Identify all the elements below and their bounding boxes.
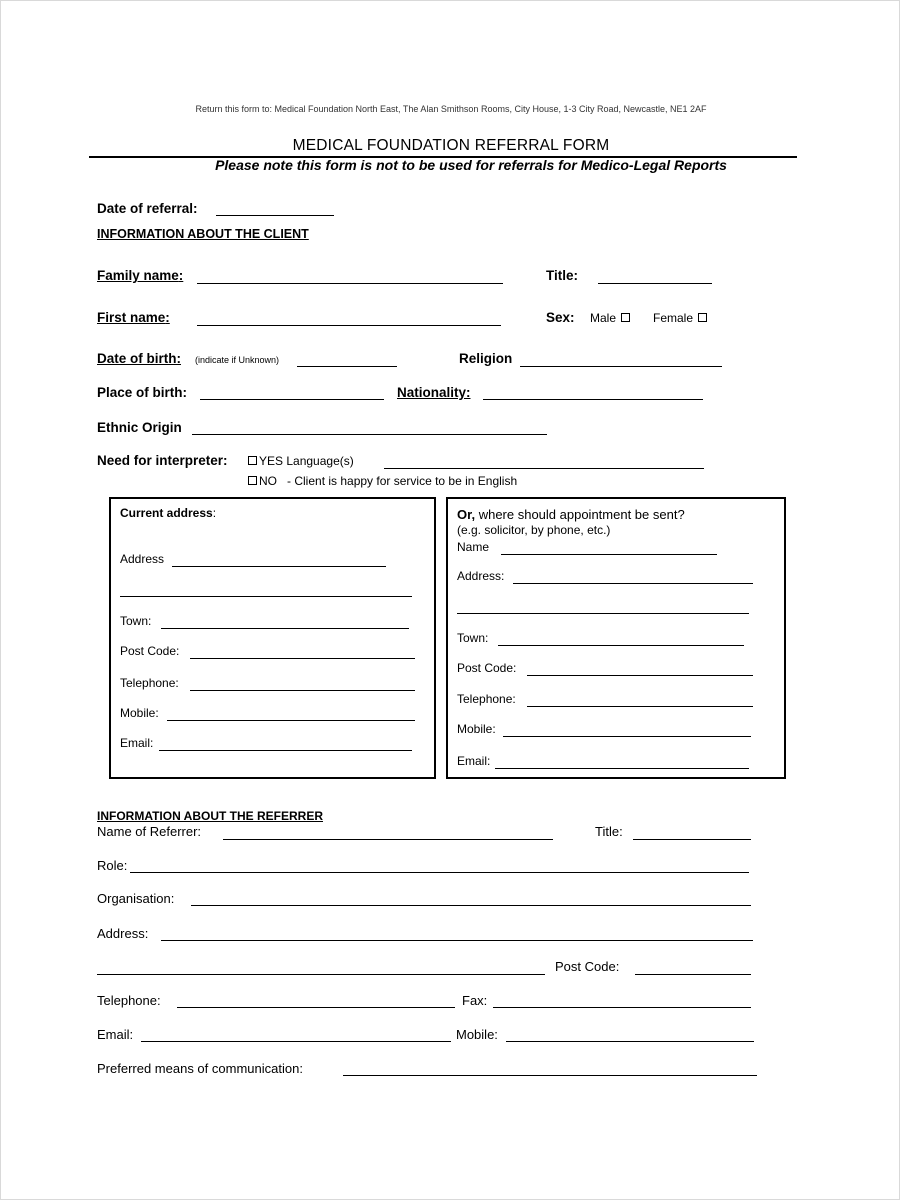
checkbox-icon[interactable] [248, 476, 257, 485]
dob-field[interactable] [297, 366, 397, 367]
interpreter-no-note: - Client is happy for service to be in English [287, 474, 518, 488]
appointment-telephone-field[interactable] [527, 706, 753, 707]
referrer-email-field[interactable] [141, 1041, 451, 1042]
ethnic-origin-field[interactable] [192, 434, 547, 435]
referrer-mobile-label: Mobile: [456, 1027, 498, 1042]
family-name-label: Family name: [97, 268, 184, 283]
date-of-referral-label: Date of referral: [97, 201, 198, 216]
interpreter-yes-option[interactable]: YES Language(s) [246, 454, 354, 468]
referrer-mobile-field[interactable] [506, 1041, 754, 1042]
current-address-heading: Current address: [120, 506, 217, 520]
current-mobile-label: Mobile: [120, 706, 159, 720]
appointment-address-field-1[interactable] [513, 583, 753, 584]
first-name-label: First name: [97, 310, 170, 325]
current-mobile-field[interactable] [167, 720, 415, 721]
current-address-field-2[interactable] [120, 596, 412, 597]
appointment-telephone-label: Telephone: [457, 692, 516, 706]
appointment-mobile-field[interactable] [503, 736, 751, 737]
checkbox-icon[interactable] [621, 313, 630, 322]
appointment-email-field[interactable] [495, 768, 749, 769]
language-field[interactable] [384, 468, 704, 469]
appointment-name-label: Name [457, 540, 490, 554]
current-town-field[interactable] [161, 628, 409, 629]
place-of-birth-label: Place of birth: [97, 385, 188, 400]
referrer-section-title: INFORMATION ABOUT THE REFERRER [97, 809, 323, 823]
sex-label: Sex: [546, 310, 575, 325]
date-of-referral-field[interactable] [216, 215, 334, 216]
referrer-title-field[interactable] [633, 839, 751, 840]
checkbox-icon[interactable] [248, 456, 257, 465]
preferred-communication-label: Preferred means of communication: [97, 1061, 303, 1076]
referrer-telephone-label: Telephone: [97, 993, 161, 1008]
appointment-address-field-2[interactable] [457, 613, 749, 614]
family-name-field[interactable] [197, 283, 503, 284]
appointment-heading: Or, where should appointment be sent? [457, 507, 685, 522]
appointment-heading-hint: (e.g. solicitor, by phone, etc.) [457, 523, 611, 537]
current-town-label: Town: [120, 614, 152, 628]
appointment-name-field[interactable] [501, 554, 717, 555]
checkbox-icon[interactable] [698, 313, 707, 322]
dob-hint: (indicate if Unknown) [195, 355, 280, 365]
appointment-town-label: Town: [457, 631, 489, 645]
first-name-field[interactable] [197, 325, 501, 326]
client-section-title: INFORMATION ABOUT THE CLIENT [97, 227, 309, 241]
referrer-name-field[interactable] [223, 839, 553, 840]
current-postcode-label: Post Code: [120, 644, 180, 658]
appointment-town-field[interactable] [498, 645, 744, 646]
form-title: MEDICAL FOUNDATION REFERRAL FORM [292, 137, 610, 154]
referrer-address-field-1[interactable] [161, 940, 753, 941]
current-address-box [109, 497, 436, 779]
dob-label: Date of birth: [97, 351, 181, 366]
current-email-label: Email: [120, 736, 154, 750]
current-email-field[interactable] [159, 750, 412, 751]
appointment-mobile-label: Mobile: [457, 722, 496, 736]
appointment-postcode-field[interactable] [527, 675, 753, 676]
current-address-label: Address [120, 552, 165, 566]
referrer-organisation-field[interactable] [191, 905, 751, 906]
religion-label: Religion [459, 351, 513, 366]
referrer-organisation-label: Organisation: [97, 891, 175, 906]
title-field[interactable] [598, 283, 712, 284]
referrer-role-label: Role: [97, 858, 128, 873]
ethnic-origin-label: Ethnic Origin [97, 420, 182, 435]
referrer-fax-label: Fax: [462, 993, 488, 1008]
return-address-text: Return this form to: Medical Foundation North East, The Alan Smithson Rooms, City House, 1-3 City Road, Newcastle, NE1 2AF [195, 104, 707, 114]
appointment-address-label: Address: [457, 569, 505, 583]
interpreter-no-option[interactable]: NO - Client is happy for service to be in English [246, 474, 517, 488]
referrer-name-label: Name of Referrer: [97, 824, 202, 839]
sex-male-option[interactable]: Male [590, 311, 632, 325]
referrer-telephone-field[interactable] [177, 1007, 455, 1008]
referrer-address-label: Address: [97, 926, 149, 941]
nationality-field[interactable] [483, 399, 703, 400]
referrer-postcode-field[interactable] [635, 974, 751, 975]
place-of-birth-field[interactable] [200, 399, 384, 400]
referrer-title-label: Title: [595, 824, 623, 839]
current-telephone-field[interactable] [190, 690, 415, 691]
appointment-postcode-label: Post Code: [457, 661, 517, 675]
referrer-role-field[interactable] [130, 872, 749, 873]
title-label: Title: [546, 268, 579, 283]
referrer-email-label: Email: [97, 1027, 134, 1042]
current-telephone-label: Telephone: [120, 676, 179, 690]
referrer-postcode-label: Post Code: [555, 959, 620, 974]
form-subtitle: Please note this form is not to be used for referrals for Medico-Legal Reports [215, 157, 727, 173]
sex-female-option[interactable]: Female [653, 311, 709, 325]
referrer-fax-field[interactable] [493, 1007, 751, 1008]
nationality-label: Nationality: [397, 385, 471, 400]
religion-field[interactable] [520, 366, 722, 367]
current-address-field-1[interactable] [172, 566, 386, 567]
interpreter-label: Need for interpreter: [97, 453, 228, 468]
appointment-email-label: Email: [457, 754, 491, 768]
referrer-address-field-2[interactable] [97, 974, 545, 975]
current-postcode-field[interactable] [190, 658, 415, 659]
preferred-communication-field[interactable] [343, 1075, 757, 1076]
